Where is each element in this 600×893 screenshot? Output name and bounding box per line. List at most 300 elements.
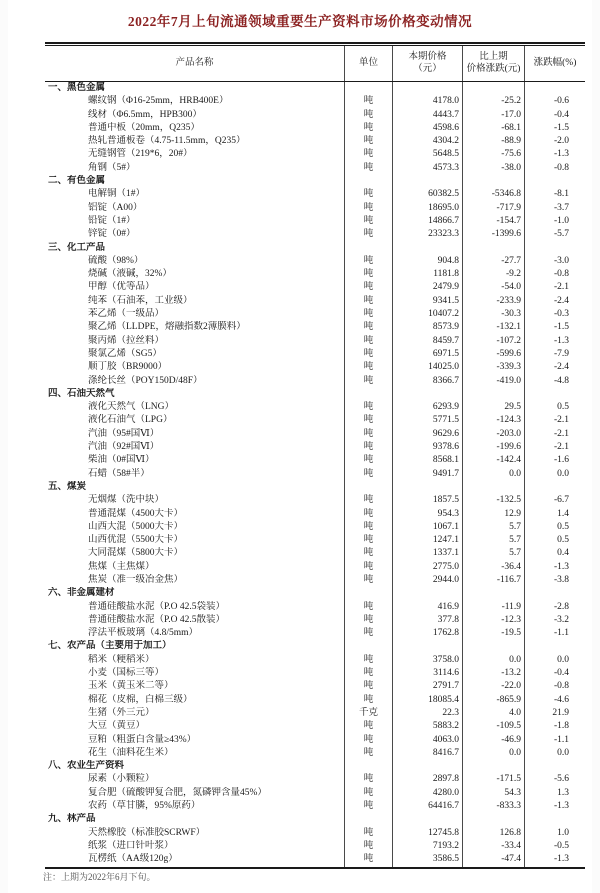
unit-cell: 吨 [345,361,393,374]
column-header-price-line1: 本期价格 [408,52,447,62]
table-row [45,547,585,560]
unit-cell: 吨 [345,734,393,747]
change-cell: 0.0 [463,654,525,667]
unit-cell: 吨 [345,601,393,614]
product-cell: 烧碱（液碱，32%） [45,268,345,281]
column-header-product-label: 产品名称 [175,57,214,68]
product-cell: 锌锭（0#） [45,228,345,241]
product-cell: 普通中板（20mm，Q235） [45,122,345,135]
pct-cell: -4.6 [553,694,569,705]
unit-cell [345,388,393,401]
table-row [45,574,585,587]
unit-cell: 吨 [345,148,393,161]
unit-cell: 吨 [345,281,393,294]
table-row [45,468,585,481]
unit-cell [345,813,393,826]
unit-cell: 吨 [345,694,393,707]
change-cell: -13.2 [463,667,525,680]
change-cell [463,587,525,600]
unit-cell: 吨 [345,441,393,454]
section-row [45,175,585,188]
table-row [45,375,585,388]
change-cell: 29.5 [463,401,525,414]
section-row [45,481,585,494]
change-cell: -717.9 [463,202,525,215]
product-cell: 汽油（95#国Ⅵ） [45,428,345,441]
product-cell: 九、林产品 [45,813,345,826]
column-header-unit [345,46,393,81]
price-cell: 4443.7 [393,109,463,122]
price-cell: 1857.5 [393,494,463,507]
change-cell: -132.1 [463,321,525,334]
pct-cell: -1.5 [553,122,569,133]
pct-cell: 0.4 [557,548,569,559]
change-cell: -54.0 [463,281,525,294]
unit-cell: 吨 [345,215,393,228]
pct-cell: -4.8 [553,375,569,386]
pct-cell: 0.5 [557,535,569,546]
pct-cell [525,242,585,255]
pct-cell: 0.5 [557,521,569,532]
change-cell: -11.9 [463,601,525,614]
product-cell: 天然橡胶（标准胶SCRWF） [45,827,345,840]
pct-cell: -0.5 [553,840,569,851]
product-cell: 农药（草甘膦，95%原药） [45,800,345,813]
unit-cell: 吨 [345,667,393,680]
unit-cell [345,760,393,773]
table-row [45,747,585,760]
price-cell: 9378.6 [393,441,463,454]
table-row [45,95,585,108]
price-cell: 12745.8 [393,827,463,840]
section-row [45,242,585,255]
price-cell: 8573.9 [393,321,463,334]
column-header-price-line2: （元） [413,63,442,74]
pct-cell: 1.3 [557,787,569,798]
section-row [45,760,585,773]
pct-cell: -1.3 [553,854,569,865]
change-cell: -33.4 [463,840,525,853]
table-row [45,521,585,534]
pct-cell: -6.7 [553,495,569,506]
pct-cell: -1.8 [553,721,569,732]
price-cell: 4063.0 [393,734,463,747]
change-cell: -109.5 [463,720,525,733]
table-row [45,707,585,720]
column-header-price [393,46,463,81]
price-cell: 1181.8 [393,268,463,281]
table-row [45,508,585,521]
change-cell [463,760,525,773]
product-cell: 玉米（黄玉米二等） [45,680,345,693]
table-row [45,787,585,800]
unit-cell: 吨 [345,680,393,693]
change-cell: -833.3 [463,800,525,813]
price-cell [393,640,463,653]
price-cell: 4280.0 [393,787,463,800]
pct-cell: -2.4 [553,362,569,373]
pct-cell: -1.3 [553,149,569,160]
unit-cell: 吨 [345,122,393,135]
pct-cell: -3.8 [553,574,569,585]
price-cell: 2897.8 [393,773,463,786]
table-row [45,268,585,281]
price-cell: 4598.6 [393,122,463,135]
pct-cell: -1.0 [553,215,569,226]
change-cell [463,388,525,401]
product-cell: 焦煤（主焦煤） [45,561,345,574]
change-cell: 4.0 [463,707,525,720]
price-cell: 18695.0 [393,202,463,215]
price-cell: 6971.5 [393,348,463,361]
product-cell: 硫酸（98%） [45,255,345,268]
unit-cell: 吨 [345,614,393,627]
change-cell: -88.9 [463,135,525,148]
unit-cell [345,587,393,600]
table-row [45,162,585,175]
product-cell: 二、有色金属 [45,175,345,188]
change-cell: -419.0 [463,375,525,388]
price-cell: 4304.2 [393,135,463,148]
product-cell: 焦炭（准一级冶金焦） [45,574,345,587]
pct-cell [525,481,585,494]
change-cell: -75.6 [463,148,525,161]
unit-cell: 吨 [345,654,393,667]
pct-cell: -5.7 [553,229,569,240]
price-table [45,42,585,869]
table-row [45,228,585,241]
change-cell: 0.0 [463,747,525,760]
pct-cell: -2.1 [553,415,569,426]
pct-cell [525,175,585,188]
product-cell: 甲醇（优等品） [45,281,345,294]
table-row [45,561,585,574]
unit-cell: 吨 [345,401,393,414]
product-cell: 山西大混（5000大卡） [45,521,345,534]
unit-cell [345,640,393,653]
change-cell: -599.6 [463,348,525,361]
change-cell: -47.4 [463,853,525,866]
change-cell: -5346.8 [463,188,525,201]
price-cell: 5771.5 [393,414,463,427]
pct-cell: -0.3 [553,309,569,320]
table-row [45,627,585,640]
price-cell: 904.8 [393,255,463,268]
change-cell: -36.4 [463,561,525,574]
pct-cell: -7.9 [553,348,569,359]
price-cell: 377.8 [393,614,463,627]
price-cell [393,760,463,773]
section-row [45,82,585,95]
column-header-pct [525,46,585,81]
price-cell: 14866.7 [393,215,463,228]
pct-cell [525,388,585,401]
unit-cell: 吨 [345,574,393,587]
pct-cell: -2.0 [553,136,569,147]
unit-cell: 吨 [345,109,393,122]
unit-cell: 吨 [345,268,393,281]
product-cell: 铅锭（1#） [45,215,345,228]
table-row [45,840,585,853]
product-cell: 四、石油天然气 [45,388,345,401]
unit-cell: 吨 [345,534,393,547]
product-cell: 电解铜（1#） [45,188,345,201]
product-cell: 角钢（5#） [45,162,345,175]
pct-cell: -1.3 [553,801,569,812]
pct-cell: -0.4 [553,668,569,679]
table-row [45,135,585,148]
table-row [45,800,585,813]
price-cell: 3586.5 [393,853,463,866]
pct-cell: -1.3 [553,335,569,346]
price-cell: 10407.2 [393,308,463,321]
unit-cell: 吨 [345,228,393,241]
price-cell: 9341.5 [393,295,463,308]
table-row [45,454,585,467]
unit-cell: 吨 [345,853,393,866]
table-row [45,614,585,627]
price-cell: 2479.9 [393,281,463,294]
price-cell [393,175,463,188]
pct-cell: -5.6 [553,774,569,785]
change-cell: -154.7 [463,215,525,228]
unit-cell: 吨 [345,95,393,108]
unit-cell: 吨 [345,454,393,467]
table-row [45,361,585,374]
product-cell: 普通硅酸盐水泥（P.O 42.5袋装） [45,601,345,614]
pct-cell: -0.4 [553,109,569,120]
unit-cell: 吨 [345,348,393,361]
product-cell: 山西优混（5500大卡） [45,534,345,547]
change-cell: 0.0 [463,468,525,481]
price-cell: 2791.7 [393,680,463,693]
product-cell: 普通硅酸盐水泥（P.O 42.5散装） [45,614,345,627]
pct-cell: 0.0 [557,654,569,665]
product-cell: 稻米（粳稻米） [45,654,345,667]
change-cell: -171.5 [463,773,525,786]
price-cell: 64416.7 [393,800,463,813]
product-cell: 无缝钢管（219*6，20#） [45,148,345,161]
change-cell: -17.0 [463,109,525,122]
unit-cell: 吨 [345,547,393,560]
product-cell: 聚丙烯（拉丝料） [45,335,345,348]
product-cell: 小麦（国标三等） [45,667,345,680]
unit-cell: 吨 [345,375,393,388]
change-cell: -132.5 [463,494,525,507]
product-cell: 液化石油气（LPG） [45,414,345,427]
table-row [45,122,585,135]
change-cell: -30.3 [463,308,525,321]
price-cell: 2944.0 [393,574,463,587]
unit-cell: 吨 [345,255,393,268]
table-row [45,281,585,294]
product-cell: 纸浆（进口针叶浆） [45,840,345,853]
pct-cell: -3.7 [553,202,569,213]
price-cell: 8459.7 [393,335,463,348]
unit-cell [345,82,393,95]
table-row [45,295,585,308]
table-row [45,494,585,507]
table-header-row [45,45,585,82]
change-cell [463,813,525,826]
change-cell: 126.8 [463,827,525,840]
table-row [45,694,585,707]
price-cell: 22.3 [393,707,463,720]
price-cell [393,242,463,255]
change-cell: -233.9 [463,295,525,308]
price-cell: 6293.9 [393,401,463,414]
footnote: 注：上期为2022年6月下旬。 [43,872,156,882]
price-cell: 9629.6 [393,428,463,441]
table-row [45,441,585,454]
unit-cell: 吨 [345,827,393,840]
price-cell: 1247.1 [393,534,463,547]
product-cell: 一、黑色金属 [45,82,345,95]
pct-cell [525,813,585,826]
pct-cell: 0.0 [557,747,569,758]
unit-cell: 吨 [345,840,393,853]
product-cell: 聚氯乙烯（SG5） [45,348,345,361]
price-cell: 954.3 [393,508,463,521]
column-header-product [45,46,345,81]
pct-cell: -2.1 [553,428,569,439]
unit-cell: 吨 [345,468,393,481]
product-cell: 浮法平板玻璃（4.8/5mm） [45,627,345,640]
price-cell: 5648.5 [393,148,463,161]
pct-cell: 1.4 [557,508,569,519]
product-cell: 大同混煤（5800大卡） [45,547,345,560]
change-cell: -38.0 [463,162,525,175]
unit-cell [345,242,393,255]
pct-cell: -0.8 [553,269,569,280]
column-header-change-line2: 价格涨跌(元) [466,63,521,74]
product-cell: 柴油（0#国Ⅵ） [45,454,345,467]
unit-cell: 吨 [345,494,393,507]
change-cell: -46.9 [463,734,525,747]
product-cell: 豆粕（粗蛋白含量≥43%） [45,734,345,747]
price-cell [393,587,463,600]
unit-cell: 吨 [345,787,393,800]
change-cell: -107.2 [463,335,525,348]
unit-cell: 吨 [345,162,393,175]
pct-cell: -2.1 [553,442,569,453]
change-cell: -12.3 [463,614,525,627]
table-row [45,255,585,268]
section-row [45,587,585,600]
change-cell [463,640,525,653]
product-cell: 苯乙烯（一级品） [45,308,345,321]
unit-cell: 吨 [345,135,393,148]
change-cell: 5.7 [463,547,525,560]
section-row [45,813,585,826]
product-cell: 尿素（小颗粒） [45,773,345,786]
change-cell: 12.9 [463,508,525,521]
price-cell: 1762.8 [393,627,463,640]
pct-cell: -3.2 [553,614,569,625]
pct-cell: -2.4 [553,295,569,306]
pct-cell: -8.1 [553,189,569,200]
price-cell [393,388,463,401]
unit-cell: 吨 [345,308,393,321]
pct-cell [525,760,585,773]
unit-cell [345,481,393,494]
product-cell: 聚乙烯（LLDPE，熔融指数2薄膜料） [45,321,345,334]
unit-cell [345,175,393,188]
product-cell: 瓦楞纸（AA级120g） [45,853,345,866]
table-row [45,773,585,786]
table-row [45,654,585,667]
pct-cell: 21.9 [552,707,569,718]
column-header-unit-label: 单位 [358,57,378,68]
table-row [45,109,585,122]
product-cell: 三、化工产品 [45,242,345,255]
price-cell: 5883.2 [393,720,463,733]
price-cell: 7193.2 [393,840,463,853]
price-cell: 8568.1 [393,454,463,467]
product-cell: 铝锭（A00） [45,202,345,215]
change-cell: -1399.6 [463,228,525,241]
table-row [45,188,585,201]
unit-cell: 吨 [345,627,393,640]
price-cell: 8366.7 [393,375,463,388]
pct-cell: 1.0 [557,827,569,838]
price-cell: 23323.3 [393,228,463,241]
pct-cell: -1.6 [553,455,569,466]
unit-cell: 吨 [345,428,393,441]
pct-cell [525,587,585,600]
product-cell: 花生（油料花生米） [45,747,345,760]
product-cell: 棉花（皮棉，白棉三级） [45,694,345,707]
product-cell: 普通混煤（4500大卡） [45,508,345,521]
unit-cell: 吨 [345,508,393,521]
section-row [45,640,585,653]
table-row [45,734,585,747]
change-cell: -27.7 [463,255,525,268]
table-row [45,827,585,840]
unit-cell: 吨 [345,188,393,201]
table-row [45,680,585,693]
page-title: 2022年7月上旬流通领域重要生产资料市场价格变动情况 [127,14,473,29]
product-cell: 热轧普通板卷（4.75-11.5mm，Q235） [45,135,345,148]
product-cell: 无烟煤（洗中块） [45,494,345,507]
price-cell: 8416.7 [393,747,463,760]
table-row [45,202,585,215]
table-row [45,401,585,414]
change-cell [463,481,525,494]
unit-cell: 吨 [345,747,393,760]
change-cell: -19.5 [463,627,525,640]
table-row [45,215,585,228]
unit-cell: 吨 [345,773,393,786]
pct-cell: -1.1 [553,628,569,639]
product-cell: 纯苯（石油苯，工业级） [45,295,345,308]
price-cell: 9491.7 [393,468,463,481]
column-header-pct-label: 涨跌幅(%) [533,57,577,68]
price-cell: 1067.1 [393,521,463,534]
table-row [45,428,585,441]
unit-cell: 吨 [345,295,393,308]
change-cell: -22.0 [463,680,525,693]
product-cell: 线材（Φ6.5mm，HPB300） [45,109,345,122]
price-cell: 3758.0 [393,654,463,667]
pct-cell [525,82,585,95]
price-cell [393,813,463,826]
column-header-change-line1: 比上期 [479,52,508,62]
table-body [45,82,585,869]
price-cell: 1337.1 [393,547,463,560]
table-row [45,348,585,361]
table-row [45,414,585,427]
